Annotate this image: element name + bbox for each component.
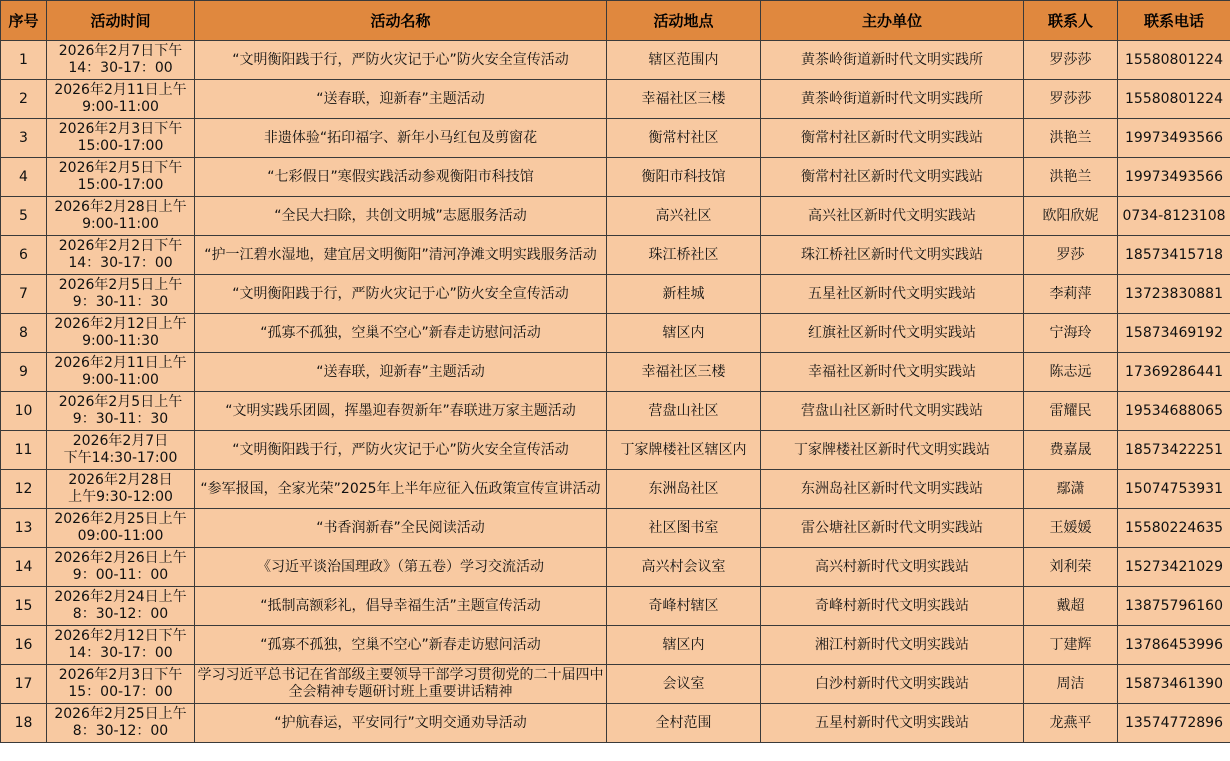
cell-time: 2026年2月28日上午 9:00-11:00 <box>47 197 195 236</box>
cell-time: 2026年2月26日上午 9：00-11：00 <box>47 548 195 587</box>
cell-location: 新桂城 <box>607 275 761 314</box>
cell-contact: 费嘉晟 <box>1024 431 1118 470</box>
cell-no: 10 <box>1 392 47 431</box>
cell-name: “文明衡阳践于行，严防火灾记于心”防火安全宣传活动 <box>195 41 607 80</box>
cell-contact: 洪艳兰 <box>1024 119 1118 158</box>
cell-contact: 欧阳欣妮 <box>1024 197 1118 236</box>
header-location: 活动地点 <box>607 1 761 41</box>
cell-organizer: 东洲岛社区新时代文明实践站 <box>761 470 1024 509</box>
table-body <box>1 41 1230 743</box>
cell-contact: 雷耀民 <box>1024 392 1118 431</box>
cell-organizer: 营盘山社区新时代文明实践站 <box>761 392 1024 431</box>
cell-name: 《习近平谈治国理政》（第五卷）学习交流活动 <box>195 548 607 587</box>
cell-organizer: 衡常村社区新时代文明实践站 <box>761 158 1024 197</box>
cell-no: 7 <box>1 275 47 314</box>
cell-name: “送春联，迎新春”主题活动 <box>195 80 607 119</box>
cell-location: 衡常村社区 <box>607 119 761 158</box>
cell-location: 丁家牌楼社区辖区内 <box>607 431 761 470</box>
cell-organizer: 红旗社区新时代文明实践站 <box>761 314 1024 353</box>
cell-organizer: 奇峰村新时代文明实践站 <box>761 587 1024 626</box>
cell-organizer: 衡常村社区新时代文明实践站 <box>761 119 1024 158</box>
cell-organizer: 五星社区新时代文明实践站 <box>761 275 1024 314</box>
cell-no: 4 <box>1 158 47 197</box>
header-contact: 联系人 <box>1024 1 1118 41</box>
cell-location: 营盘山社区 <box>607 392 761 431</box>
table-row <box>1 41 1230 80</box>
cell-phone: 15873469192 <box>1118 314 1230 353</box>
cell-name: “全民大扫除，共创文明城”志愿服务活动 <box>195 197 607 236</box>
cell-organizer: 黄茶岭街道新时代文明实践所 <box>761 80 1024 119</box>
cell-organizer: 湘江村新时代文明实践站 <box>761 626 1024 665</box>
cell-no: 16 <box>1 626 47 665</box>
cell-contact: 龙燕平 <box>1024 704 1118 743</box>
cell-organizer: 雷公塘社区新时代文明实践站 <box>761 509 1024 548</box>
cell-time: 2026年2月7日 下午14:30-17:00 <box>47 431 195 470</box>
cell-no: 6 <box>1 236 47 275</box>
cell-name: 学习习近平总书记在省部级主要领导干部学习贯彻党的二十届四中全会精神专题研讨班上重要讲话精神 <box>195 665 607 704</box>
cell-no: 1 <box>1 41 47 80</box>
cell-no: 18 <box>1 704 47 743</box>
cell-phone: 15580801224 <box>1118 41 1230 80</box>
cell-name: “文明衡阳践于行，严防火灾记于心”防火安全宣传活动 <box>195 275 607 314</box>
cell-phone: 18573422251 <box>1118 431 1230 470</box>
table-row <box>1 587 1230 626</box>
cell-time: 2026年2月24日上午 8：30-12：00 <box>47 587 195 626</box>
cell-phone: 13875796160 <box>1118 587 1230 626</box>
cell-contact: 宁海玲 <box>1024 314 1118 353</box>
cell-name: “书香润新春”全民阅读活动 <box>195 509 607 548</box>
cell-contact: 王媛媛 <box>1024 509 1118 548</box>
cell-location: 珠江桥社区 <box>607 236 761 275</box>
cell-time: 2026年2月5日上午 9：30-11：30 <box>47 392 195 431</box>
table-row <box>1 275 1230 314</box>
cell-organizer: 珠江桥社区新时代文明实践站 <box>761 236 1024 275</box>
cell-time: 2026年2月11日上午 9:00-11:00 <box>47 353 195 392</box>
header-phone: 联系电话 <box>1118 1 1230 41</box>
cell-location: 幸福社区三楼 <box>607 80 761 119</box>
cell-phone: 15580224635 <box>1118 509 1230 548</box>
table-row <box>1 626 1230 665</box>
cell-no: 14 <box>1 548 47 587</box>
table-row <box>1 197 1230 236</box>
cell-contact: 戴超 <box>1024 587 1118 626</box>
cell-time: 2026年2月5日下午 15:00-17:00 <box>47 158 195 197</box>
cell-location: 衡阳市科技馆 <box>607 158 761 197</box>
cell-organizer: 白沙村新时代文明实践站 <box>761 665 1024 704</box>
cell-phone: 18573415718 <box>1118 236 1230 275</box>
cell-no: 9 <box>1 353 47 392</box>
cell-no: 15 <box>1 587 47 626</box>
cell-phone: 0734-8123108 <box>1118 197 1230 236</box>
cell-contact: 洪艳兰 <box>1024 158 1118 197</box>
cell-contact: 丁建辉 <box>1024 626 1118 665</box>
cell-time: 2026年2月25日上午 09:00-11:00 <box>47 509 195 548</box>
cell-organizer: 高兴社区新时代文明实践站 <box>761 197 1024 236</box>
header-time: 活动时间 <box>47 1 195 41</box>
cell-time: 2026年2月12日下午 14：30-17：00 <box>47 626 195 665</box>
table-row <box>1 509 1230 548</box>
cell-name: “文明实践乐团圆，挥墨迎春贺新年”春联进万家主题活动 <box>195 392 607 431</box>
header-no: 序号 <box>1 1 47 41</box>
cell-location: 辖区内 <box>607 626 761 665</box>
cell-location: 高兴社区 <box>607 197 761 236</box>
cell-location: 会议室 <box>607 665 761 704</box>
cell-time: 2026年2月28日 上午9:30-12:00 <box>47 470 195 509</box>
table-row <box>1 470 1230 509</box>
cell-time: 2026年2月7日下午 14：30-17：00 <box>47 41 195 80</box>
cell-name: 非遗体验“拓印福字、新年小马红包及剪窗花 <box>195 119 607 158</box>
cell-contact: 鄢潇 <box>1024 470 1118 509</box>
table-row <box>1 353 1230 392</box>
cell-no: 12 <box>1 470 47 509</box>
cell-location: 全村范围 <box>607 704 761 743</box>
cell-location: 幸福社区三楼 <box>607 353 761 392</box>
cell-phone: 19534688065 <box>1118 392 1230 431</box>
cell-phone: 19973493566 <box>1118 119 1230 158</box>
header-organizer: 主办单位 <box>761 1 1024 41</box>
cell-location: 高兴村会议室 <box>607 548 761 587</box>
cell-no: 8 <box>1 314 47 353</box>
cell-time: 2026年2月2日下午 14：30-17：00 <box>47 236 195 275</box>
cell-phone: 15580801224 <box>1118 80 1230 119</box>
cell-no: 13 <box>1 509 47 548</box>
cell-name: “七彩假日”寒假实践活动参观衡阳市科技馆 <box>195 158 607 197</box>
cell-location: 东洲岛社区 <box>607 470 761 509</box>
table-row <box>1 392 1230 431</box>
cell-phone: 13723830881 <box>1118 275 1230 314</box>
cell-time: 2026年2月25日上午 8：30-12：00 <box>47 704 195 743</box>
cell-location: 辖区内 <box>607 314 761 353</box>
cell-contact: 罗莎莎 <box>1024 41 1118 80</box>
table-row <box>1 80 1230 119</box>
table-row <box>1 158 1230 197</box>
table-row <box>1 431 1230 470</box>
cell-organizer: 黄茶岭街道新时代文明实践所 <box>761 41 1024 80</box>
cell-location: 辖区范围内 <box>607 41 761 80</box>
cell-name: “孤寡不孤独，空巢不空心”新春走访慰问活动 <box>195 626 607 665</box>
cell-organizer: 幸福社区新时代文明实践站 <box>761 353 1024 392</box>
cell-phone: 17369286441 <box>1118 353 1230 392</box>
cell-contact: 李莉萍 <box>1024 275 1118 314</box>
table-header <box>1 1 1230 41</box>
cell-location: 社区图书室 <box>607 509 761 548</box>
cell-contact: 周洁 <box>1024 665 1118 704</box>
cell-contact: 刘利荣 <box>1024 548 1118 587</box>
cell-no: 5 <box>1 197 47 236</box>
cell-contact: 陈志远 <box>1024 353 1118 392</box>
cell-time: 2026年2月3日下午 15：00-17：00 <box>47 665 195 704</box>
cell-organizer: 高兴村新时代文明实践站 <box>761 548 1024 587</box>
cell-name: “送春联，迎新春”主题活动 <box>195 353 607 392</box>
table-row <box>1 314 1230 353</box>
cell-no: 11 <box>1 431 47 470</box>
cell-name: “护航春运，平安同行”文明交通劝导活动 <box>195 704 607 743</box>
cell-phone: 13786453996 <box>1118 626 1230 665</box>
table-row <box>1 236 1230 275</box>
table-row <box>1 548 1230 587</box>
cell-time: 2026年2月3日下午 15:00-17:00 <box>47 119 195 158</box>
cell-phone: 15074753931 <box>1118 470 1230 509</box>
table-row <box>1 665 1230 704</box>
cell-phone: 15873461390 <box>1118 665 1230 704</box>
cell-time: 2026年2月11日上午 9:00-11:00 <box>47 80 195 119</box>
cell-no: 2 <box>1 80 47 119</box>
cell-organizer: 五星村新时代文明实践站 <box>761 704 1024 743</box>
header-row <box>1 1 1230 41</box>
table-row <box>1 704 1230 743</box>
cell-contact: 罗莎 <box>1024 236 1118 275</box>
cell-phone: 15273421029 <box>1118 548 1230 587</box>
cell-name: “文明衡阳践于行，严防火灾记于心”防火安全宣传活动 <box>195 431 607 470</box>
header-name: 活动名称 <box>195 1 607 41</box>
cell-contact: 罗莎莎 <box>1024 80 1118 119</box>
cell-phone: 19973493566 <box>1118 158 1230 197</box>
cell-phone: 13574772896 <box>1118 704 1230 743</box>
cell-no: 3 <box>1 119 47 158</box>
cell-time: 2026年2月5日上午 9：30-11：30 <box>47 275 195 314</box>
table-row <box>1 119 1230 158</box>
cell-name: “孤寡不孤独，空巢不空心”新春走访慰问活动 <box>195 314 607 353</box>
cell-location: 奇峰村辖区 <box>607 587 761 626</box>
cell-name: “参军报国，全家光荣”2025年上半年应征入伍政策宣传宣讲活动 <box>195 470 607 509</box>
cell-organizer: 丁家牌楼社区新时代文明实践站 <box>761 431 1024 470</box>
cell-name: “护一江碧水湿地，建宜居文明衡阳”清河净滩文明实践服务活动 <box>195 236 607 275</box>
cell-time: 2026年2月12日上午 9:00-11:30 <box>47 314 195 353</box>
cell-no: 17 <box>1 665 47 704</box>
cell-name: “抵制高额彩礼，倡导幸福生活”主题宣传活动 <box>195 587 607 626</box>
